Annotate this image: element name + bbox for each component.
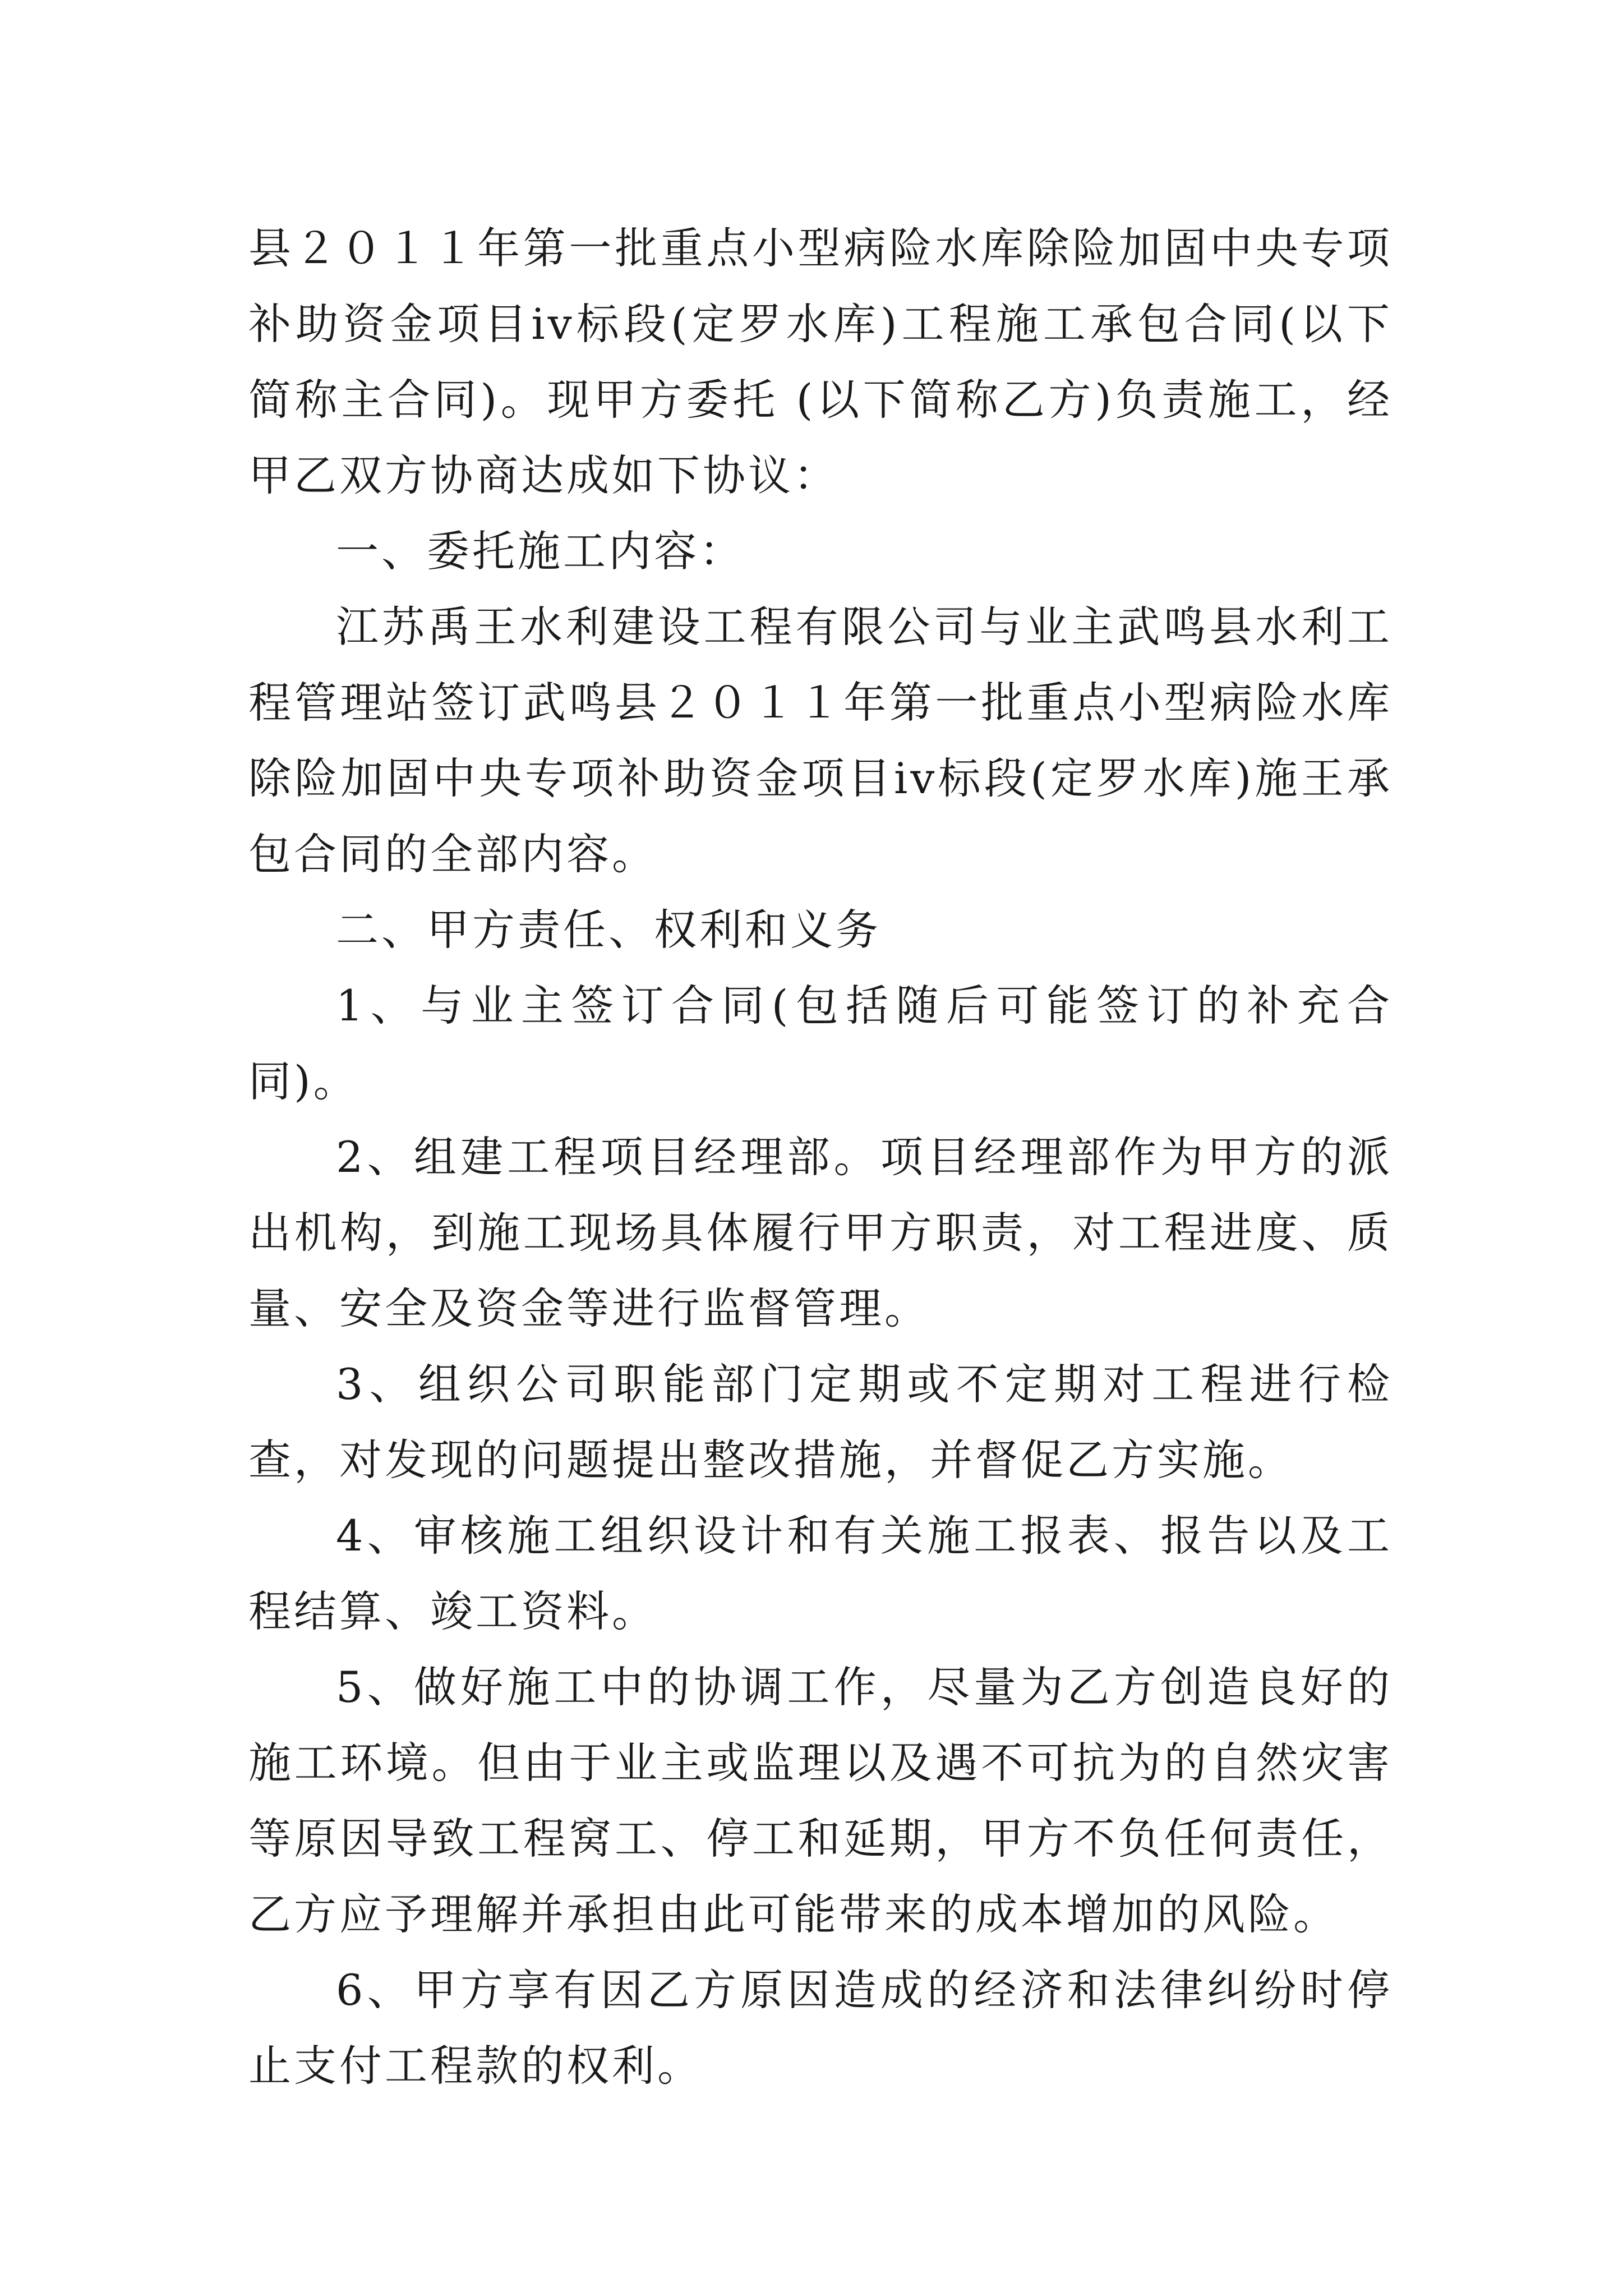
clause-2: 2、组建工程项目经理部。项目经理部作为甲方的派出机构，到施工现场具体履行甲方职责，对工程进度、质量、安全及资金等进行监督管理。 [248, 1132, 1393, 1333]
clause-5: 5、做好施工中的协调工作，尽量为乙方创造良好的施工环境。但由于业主或监理以及遇不可抗为的自然灾害等原因导致工程窝工、停工和延期，甲方不负任何责任，乙方应予理解并承担由此可能带来的成本增加的风险。 [248, 1662, 1393, 1939]
scope-paragraph: 江苏禹王水利建设工程有限公司与业主武鸣县水利工程管理站签订武鸣县２０１１年第一批重点小型病险水库除险加固中央专项补助资金项目iv标段(定罗水库)施王承包合同的全部内容。 [248, 602, 1393, 879]
contract-intro-paragraph: 县２０１１年第一批重点小型病险水库除险加固中央专项补助资金项目iv标段(定罗水库)工程施工承包合同(以下简称主合同)。现甲方委托 (以下简称乙方)负责施工，经甲乙双方协商达成如下协议： [248, 223, 1393, 500]
clause-6: 6、甲方享有因乙方原因造成的经济和法律纠纷时停止支付工程款的权利。 [248, 1965, 1393, 2091]
document-body [248, 210, 1393, 2104]
clause-1: 1、与业主签订合同(包括随后可能签订的补充合同)。 [248, 981, 1393, 1106]
section-heading-scope: 一、委托施工内容： [336, 526, 745, 576]
clause-3: 3、组织公司职能部门定期或不定期对工程进行检查，对发现的问题提出整改措施，并督促乙方实施。 [248, 1359, 1393, 1485]
clause-4: 4、审核施工组织设计和有关施工报表、报告以及工程结算、竣工资料。 [248, 1511, 1393, 1636]
section-heading-party-a: 二、甲方责任、权利和义务 [336, 905, 881, 955]
